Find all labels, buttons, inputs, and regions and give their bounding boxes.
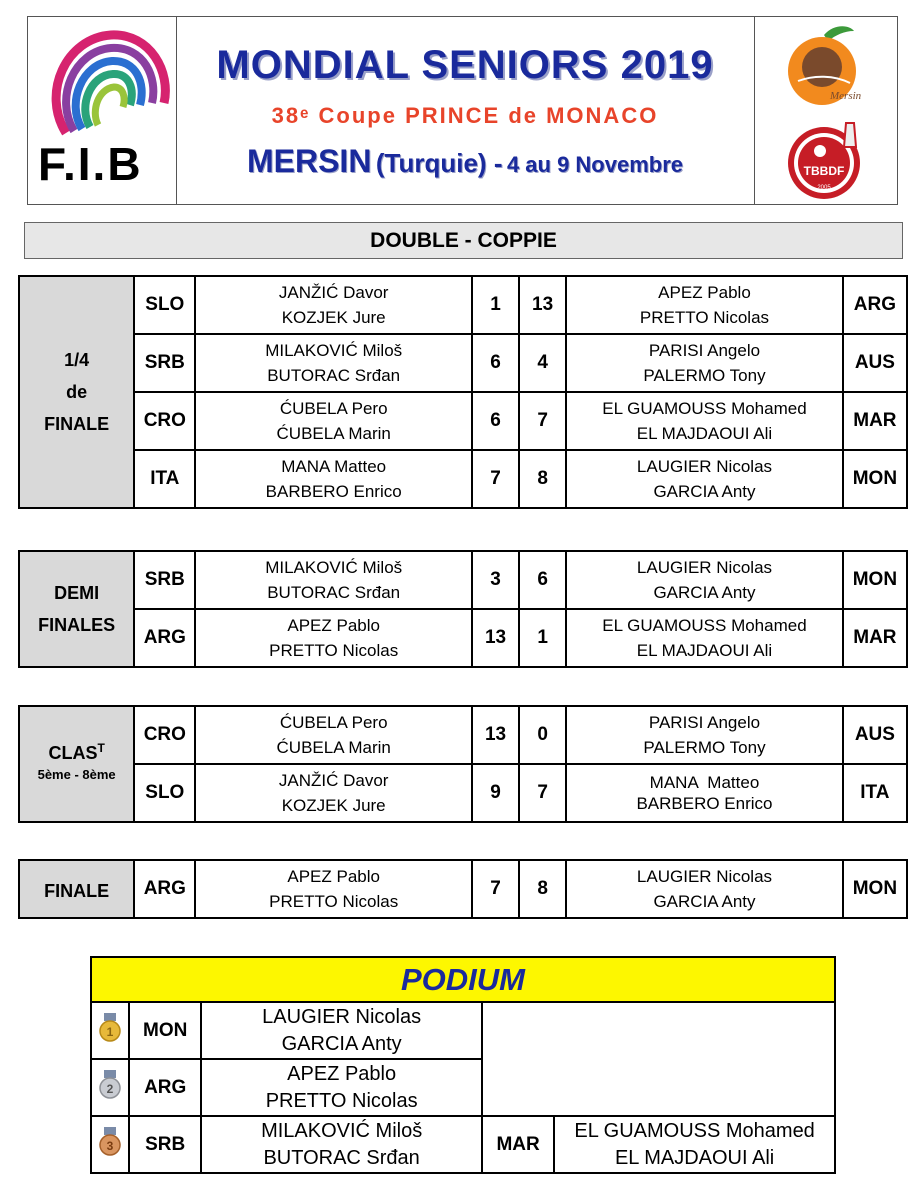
team1-nation: ITA (134, 450, 195, 508)
team1-nation: SRB (134, 334, 195, 392)
fib-logo (28, 17, 177, 204)
table-row (19, 860, 907, 918)
team1-players: JANŽIĆ Davor KOZJEK Jure (195, 276, 472, 334)
team1-nation: SLO (134, 764, 195, 822)
event-location (176, 143, 754, 180)
team2-nation: AUS (843, 706, 907, 764)
team1-nation: CRO (134, 392, 195, 450)
event-dates: 4 au 9 Novembre (506, 152, 684, 177)
bronze-medal-icon (91, 1116, 129, 1173)
team2-score: 6 (519, 551, 566, 609)
team1-players: APEZ Pablo PRETTO Nicolas (195, 609, 472, 667)
silver-medal-icon (91, 1059, 129, 1116)
team1-players: MILAKOVIĆ Miloš BUTORAC Srđan (195, 551, 472, 609)
podium-nation: SRB (129, 1116, 201, 1173)
stage-label: FINALE (19, 860, 134, 918)
tbbdf-logo-text: TBBDF (803, 164, 845, 178)
table-row (19, 706, 907, 764)
team1-nation: SRB (134, 551, 195, 609)
team2-score: 1 (519, 609, 566, 667)
section-title: DOUBLE - COPPIE (24, 222, 903, 259)
stage-label: 1/4 de FINALE (19, 276, 134, 508)
mersin-orange-logo (784, 21, 864, 109)
team1-players: ĆUBELA Pero ĆUBELA Marin (195, 706, 472, 764)
stage-label: $CLAS^T$ 5ème - 8ème (19, 706, 134, 822)
team2-nation: ITA (843, 764, 907, 822)
team1-score: 6 (472, 392, 519, 450)
team1-players: APEZ Pablo PRETTO Nicolas (195, 860, 472, 918)
podium-title: PODIUM (91, 957, 835, 1002)
event-city: MERSIN (246, 143, 372, 179)
team1-score: 13 (472, 609, 519, 667)
team2-nation: MAR (843, 392, 907, 450)
table-row (19, 609, 907, 667)
team1-nation: SLO (134, 276, 195, 334)
team1-score: 9 (472, 764, 519, 822)
table-row (19, 450, 907, 508)
podium-players: EL GUAMOUSS Mohamed EL MAJDAOUI Ali (554, 1116, 835, 1173)
team1-score: 6 (472, 334, 519, 392)
team2-players: MANA Matteo BARBERO Enrico (566, 764, 843, 822)
team2-nation: MON (843, 551, 907, 609)
team2-nation: AUS (843, 334, 907, 392)
semi-final-table (18, 550, 908, 668)
team2-players: EL GUAMOUSS Mohamed EL MAJDAOUI Ali (566, 609, 843, 667)
team1-nation: ARG (134, 609, 195, 667)
sponsor-logos (754, 17, 897, 204)
team2-players: PARISI Angelo PALERMO Tony (566, 706, 843, 764)
fib-logo-text: F.I.B (38, 138, 143, 190)
team2-nation: MAR (843, 609, 907, 667)
quarter-final-table (18, 275, 908, 509)
team2-players: EL GUAMOUSS Mohamed EL MAJDAOUI Ali (566, 392, 843, 450)
team1-score: 3 (472, 551, 519, 609)
table-row (19, 276, 907, 334)
team2-nation: MON (843, 450, 907, 508)
podium-row-first (91, 1002, 835, 1059)
fib-swirl-icon (36, 23, 174, 153)
tbbdf-logo-year: 2005 (817, 185, 831, 191)
podium-row-third (91, 1116, 835, 1173)
tbbdf-logo (784, 117, 866, 201)
header-box (27, 16, 898, 205)
team2-players: LAUGIER Nicolas GARCIA Anty (566, 551, 843, 609)
page-subtitle: 38ᵉ Coupe PRINCE de MONACO (271, 103, 659, 128)
team1-score: 1 (472, 276, 519, 334)
team1-players: MILAKOVIĆ Miloš BUTORAC Srđan (195, 334, 472, 392)
team1-players: JANŽIĆ Davor KOZJEK Jure (195, 764, 472, 822)
table-row (19, 551, 907, 609)
podium-nation: MAR (482, 1116, 554, 1173)
team2-players: APEZ Pablo PRETTO Nicolas (566, 276, 843, 334)
team1-score: 7 (472, 450, 519, 508)
team1-score: 7 (472, 860, 519, 918)
podium-empty-cell (482, 1002, 835, 1116)
podium-players: APEZ Pablo PRETTO Nicolas (201, 1059, 482, 1116)
team2-score: 8 (519, 450, 566, 508)
podium-nation: ARG (129, 1059, 201, 1116)
team1-players: MANA Matteo BARBERO Enrico (195, 450, 472, 508)
svg-text:2: 2 (106, 1082, 114, 1096)
table-row (19, 334, 907, 392)
team2-score: 8 (519, 860, 566, 918)
podium-players: MILAKOVIĆ Miloš BUTORAC Srđan (201, 1116, 482, 1173)
team1-score: 13 (472, 706, 519, 764)
final-table (18, 859, 908, 919)
table-row (19, 764, 907, 822)
team1-nation: CRO (134, 706, 195, 764)
team2-score: 4 (519, 334, 566, 392)
page-title: MONDIAL SENIORS 2019 (216, 43, 714, 87)
team2-score: 7 (519, 764, 566, 822)
team2-score: 0 (519, 706, 566, 764)
svg-text:3: 3 (106, 1139, 114, 1153)
podium-header-row (91, 957, 835, 1002)
team2-score: 7 (519, 392, 566, 450)
team2-players: LAUGIER Nicolas GARCIA Anty (566, 450, 843, 508)
team2-nation: MON (843, 860, 907, 918)
team2-score: 13 (519, 276, 566, 334)
table-row (19, 392, 907, 450)
event-country: (Turquie) - (375, 148, 503, 178)
team2-players: LAUGIER Nicolas GARCIA Anty (566, 860, 843, 918)
stage-label: DEMI FINALES (19, 551, 134, 667)
team2-players: PARISI Angelo PALERMO Tony (566, 334, 843, 392)
team2-nation: ARG (843, 276, 907, 334)
team1-nation: ARG (134, 860, 195, 918)
mersin-logo-text: Mersin (830, 90, 862, 102)
podium-players: LAUGIER Nicolas GARCIA Anty (201, 1002, 482, 1059)
podium-table (90, 956, 836, 1174)
podium-nation: MON (129, 1002, 201, 1059)
svg-text:1: 1 (106, 1025, 114, 1039)
gold-medal-icon (91, 1002, 129, 1059)
team1-players: ĆUBELA Pero ĆUBELA Marin (195, 392, 472, 450)
header-title-block (176, 17, 755, 204)
classification-table (18, 705, 908, 823)
